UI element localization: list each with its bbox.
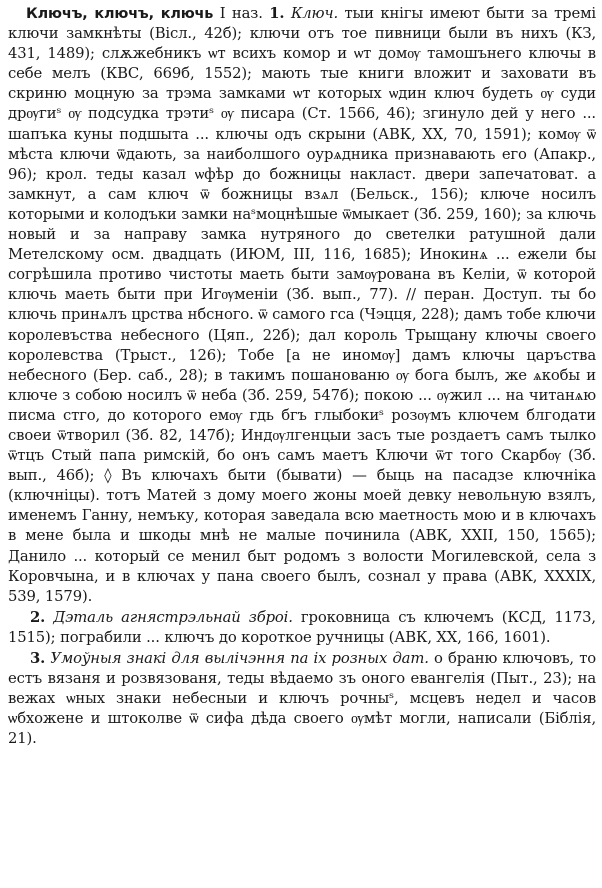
headword: Ключъ, ключъ, ключь — [26, 6, 214, 22]
sense-gloss-2: Дэталь агнястрэльнай зброі. — [53, 608, 293, 626]
entry-sense-1 — [8, 4, 596, 607]
sense-text-1: тыи кнігы имеют быти за тремі ключи замкнѣты (Вісл., 42б); ключи отъ тое пивници были въ нихъ (КЗ, 431, 1489); слѫжебникъ ѡт всихъ комор и ѡт домѹ тамошънего ключы в себе мелъ (КВС, 669б, 1552); мають тые книги вложит и заховати въ скриню моцную за трэма замками ѡт которых ѡдин ключ будеть ѹ суди дрѹгиˢ ѹ подсудка трэтиˢ ѹ писара (Ст. 1566, 46); згинуло дей у него ... шапъка куны подшыта ... ключы одъ скрыни (АВК, XX, 70, 1591); комѹ ѿ мѣста ключи ѿдають, за наиболшого оурѧдника признавають его (Апакр., 96); крол. теды казал ѡфѣр до божницы накласт. двери запечатоват. а замкнут, а сам ключ ѿ божницы взѧл (Бельск., 156); ключе носилъ которыми и колодъки замки наˢмоцнѣшые ѿмыкает (Зб. 259, 160); за ключь новый и за направу замка нутряного до светелки ратушной дали Метелскому осм. двадцать (ИЮМ, III, 116, 1685); Инокинѧ ... ежели бы согрѣшила противо чистоты маеть быти замѹрована въ Келіи, ѿ которой ключь маеть быти при Игѹменіи (Зб. вып., 77). // перан. Доступ. ты бо ключь принѧлъ црства нбсного. ѿ самого гса (Чэцця, 228); дамъ тобе ключи королевъства небесного (Цяп., 22б); дал король Трыщану ключы своего королевства (Трыст., 126); Тобе [а не иномѹ] дамъ ключы царъства небесного (Бер. саб., 28); в такимъ пошанованю ѹ бога былъ, же ѧкобы и ключе з собою носилъ ѿ неба (Зб. 259, 547б); покою ... ѹжил ... на читанѧю писма стго, до которого емѹ гдь бгъ глыбокиˢ розѹмъ ключем блгодати своеи ѿтворил (Зб. 82, 147б); Индѹлгенцыи засъ тые роздаетъ самъ тылко ѿтцъ Стый папа римскій, бо онъ самъ маетъ Ключи ѿт того Скарбѹ (Зб. вып., 46б); ◊ Въ ключахъ быти (бывати) — быць на пасадзе ключніка (ключніцы). тотъ Матей з дому моего жоны моей девку невольную взялъ, именемъ Ганну, немъку, которая заведала всю маетность мою и в ключахъ в мене была и шкоды мнѣ не малые починила (АВК, XXII, 150, 1565); Данило ... который се менил быт родомъ з волости Могилевской, села з Коровчына, и в ключах у пана своего былъ, сознал у права (АВК, XXXIX, 539, 1579). — [8, 5, 597, 605]
sense-gloss-3: Умоўныя знакі для вылічэння па іх розных дат. — [50, 650, 429, 667]
sense-gloss-1: Ключ. — [290, 5, 338, 22]
sense-text-3: о браню ключовъ, то естъ вязаня и розвязованя, теды вѣдаемо зъ оного евангелія (Пыт., 23); на вежах ѡных знаки небесныи и ключъ рочныˢ, мсцевъ недел и часов ѡбхожене и штоколве ѿ сифа дѣда своего ѹмѣт могли, написали (Біблія, 21). — [8, 650, 596, 748]
grammar-label: I наз. — [219, 5, 263, 22]
sense-text-2: гроковница съ ключемъ (КСД, 1173, 1515); пограбили ... ключъ до короткое ручницы (АВК, XX, 166, 1601). — [8, 608, 596, 646]
entry-sense-3 — [8, 649, 596, 749]
sense-number-1: 1. — [269, 5, 285, 22]
entry-sense-2 — [8, 608, 596, 648]
sense-number-3: 3. — [30, 650, 46, 667]
sense-number-2: 2. — [30, 608, 46, 626]
